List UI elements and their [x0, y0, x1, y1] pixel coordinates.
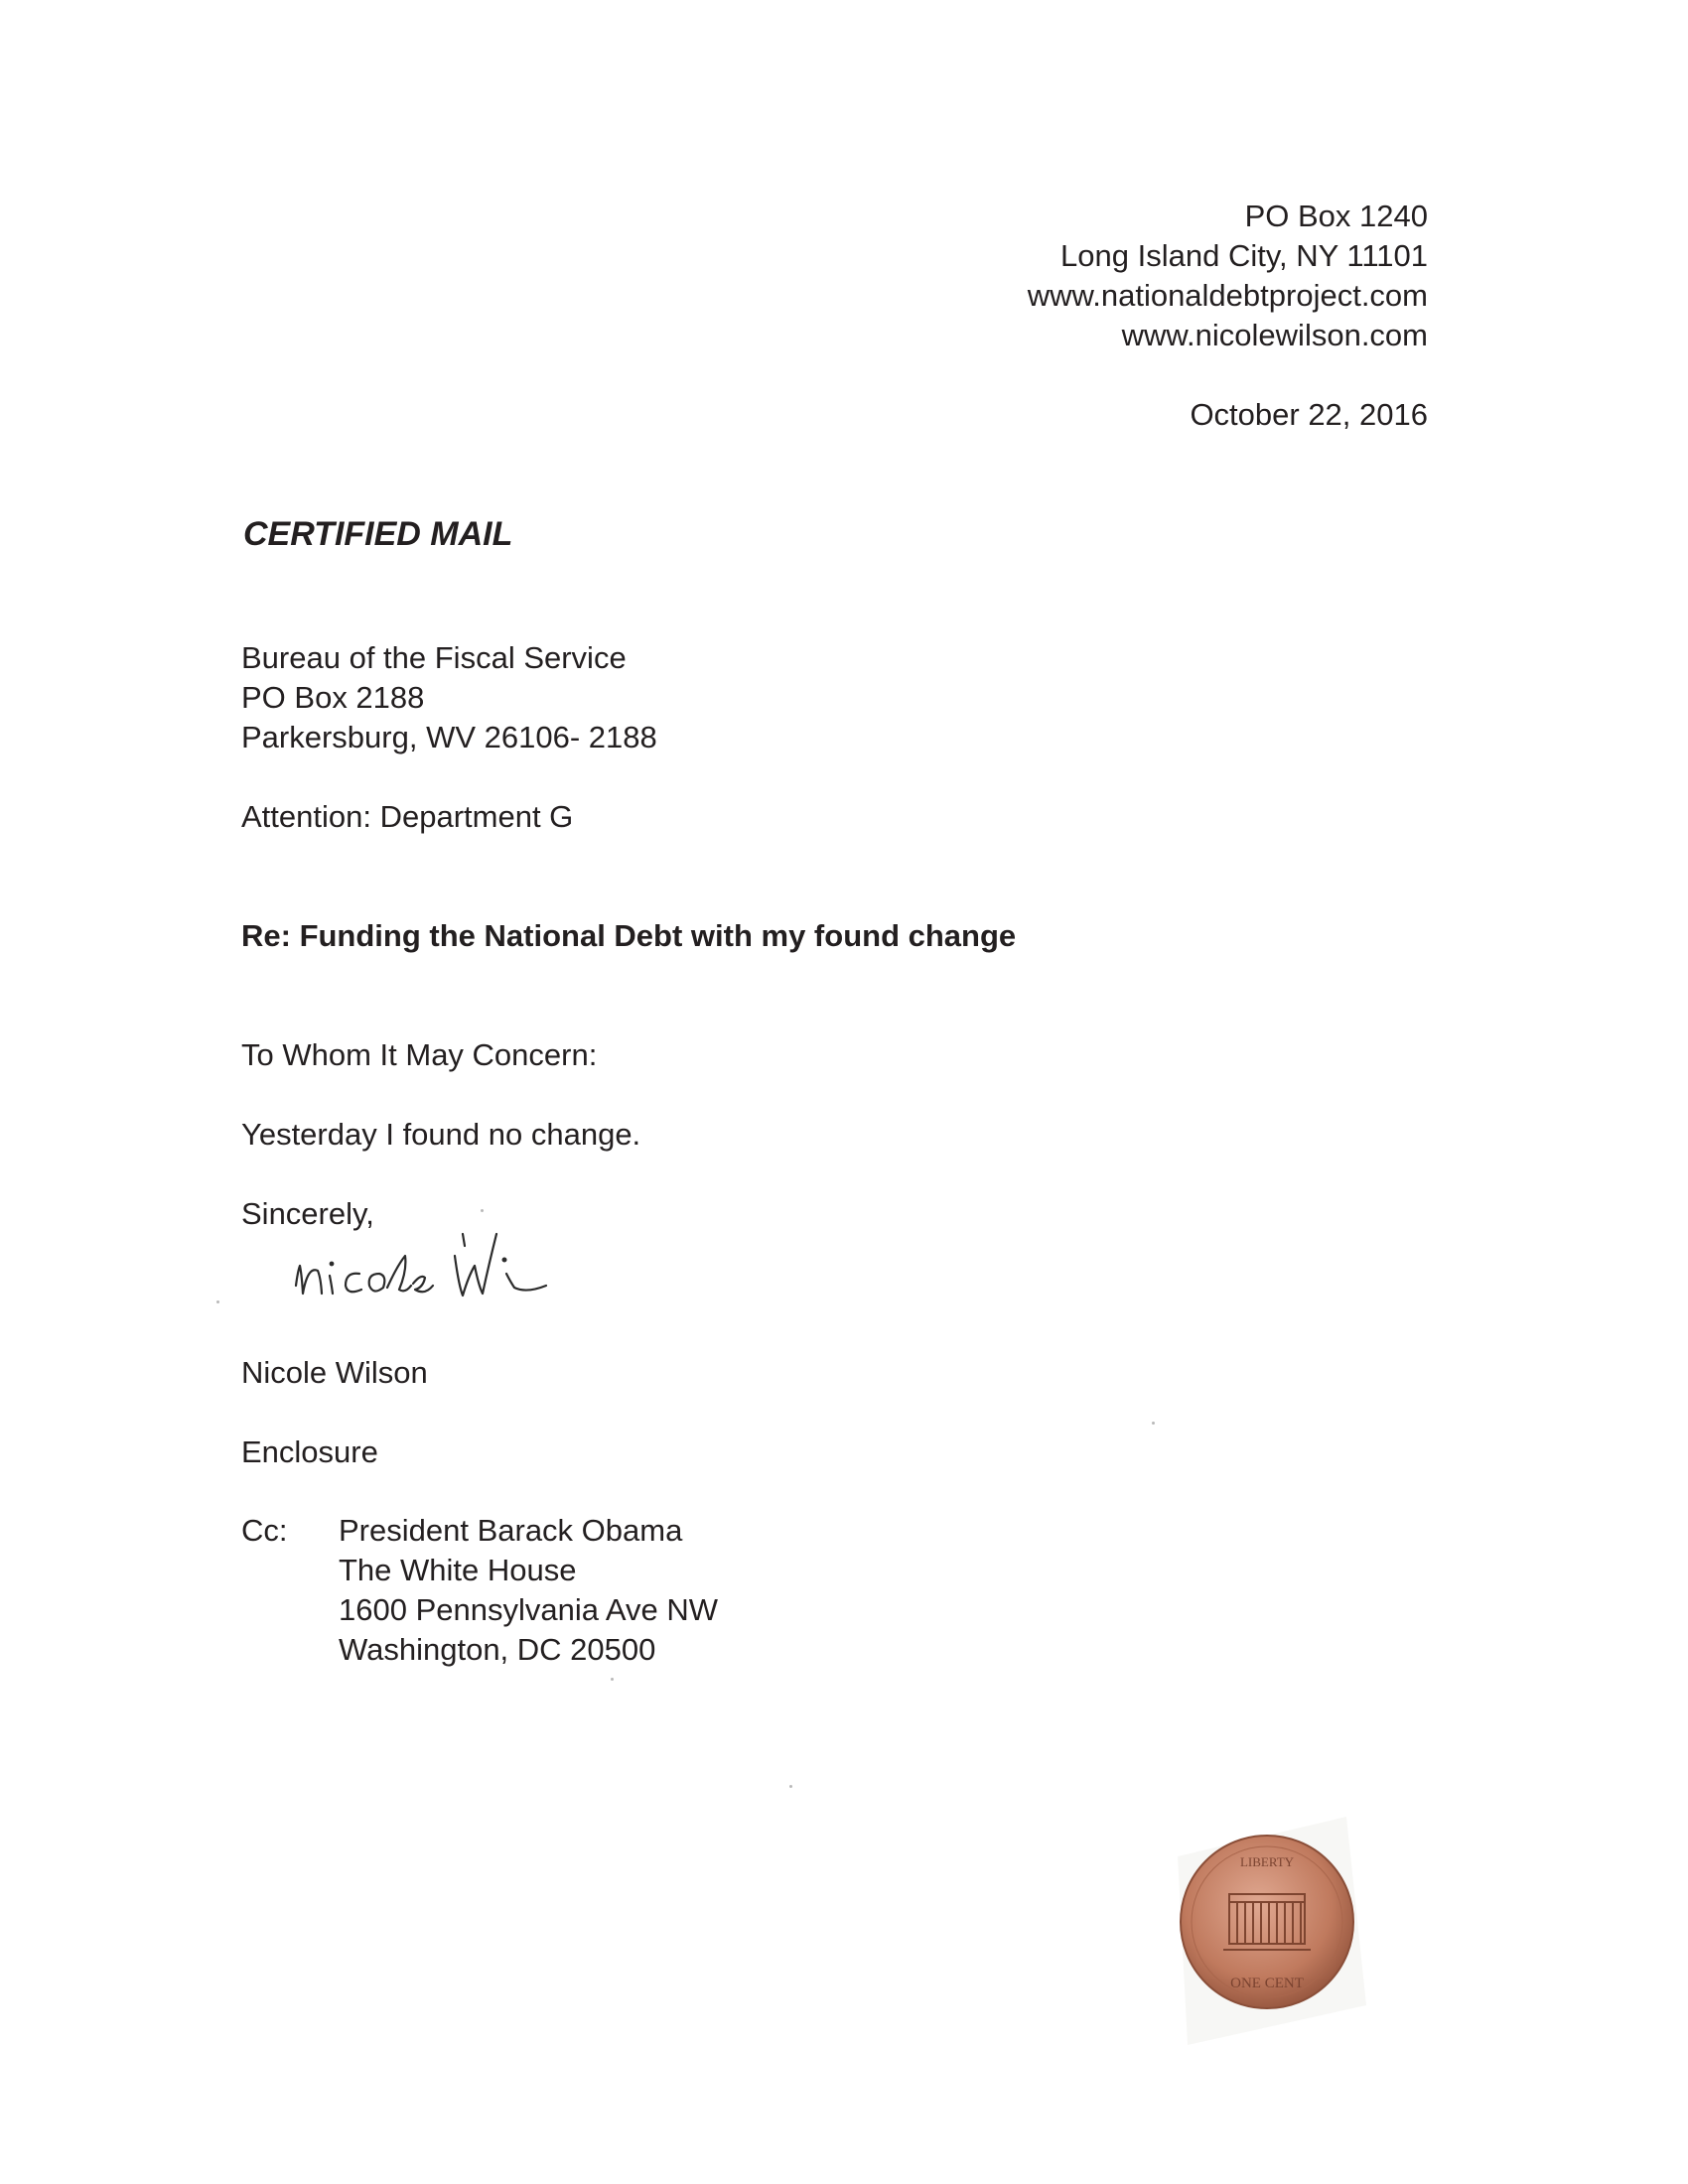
body-text: Yesterday I found no change.: [241, 1117, 641, 1152]
coin-top-text: LIBERTY: [1239, 1854, 1295, 1869]
scan-speck: [789, 1785, 792, 1788]
scan-speck: [481, 1209, 484, 1212]
handwritten-signature: [288, 1216, 665, 1325]
scan-speck: [611, 1678, 614, 1681]
mail-type-heading: CERTIFIED MAIL: [243, 515, 513, 553]
cc-line: President Barack Obama: [339, 1513, 683, 1548]
salutation: To Whom It May Concern:: [241, 1037, 598, 1072]
sender-po-box: PO Box 1240: [1244, 199, 1428, 233]
penny-coin: [1178, 1833, 1356, 2011]
penny-enclosure: [1168, 1817, 1366, 2045]
cc-line: The White House: [339, 1553, 577, 1587]
cc-line: 1600 Pennsylvania Ave NW: [339, 1592, 718, 1627]
attention-line: Attention: Department G: [241, 799, 574, 834]
closing: Sincerely,: [241, 1196, 374, 1231]
subject-line: Re: Funding the National Debt with my found change: [241, 918, 1017, 953]
sender-website-1: www.nationaldebtproject.com: [1027, 278, 1428, 313]
recipient-name: Bureau of the Fiscal Service: [241, 640, 627, 675]
signer-name: Nicole Wilson: [241, 1355, 428, 1390]
sender-website-2: www.nicolewilson.com: [1121, 318, 1428, 352]
sender-city-line: Long Island City, NY 11101: [1060, 238, 1428, 273]
scan-speck: [216, 1300, 219, 1303]
cc-line: Washington, DC 20500: [339, 1632, 656, 1667]
enclosure-note: Enclosure: [241, 1434, 378, 1469]
letter-date: October 22, 2016: [1190, 397, 1428, 432]
recipient-po-box: PO Box 2188: [241, 680, 425, 715]
scan-speck: [1152, 1422, 1155, 1425]
recipient-city-line: Parkersburg, WV 26106- 2188: [241, 720, 657, 754]
cc-label: Cc:: [241, 1513, 288, 1548]
coin-bottom-text: ONE CENT: [1230, 1976, 1304, 1991]
